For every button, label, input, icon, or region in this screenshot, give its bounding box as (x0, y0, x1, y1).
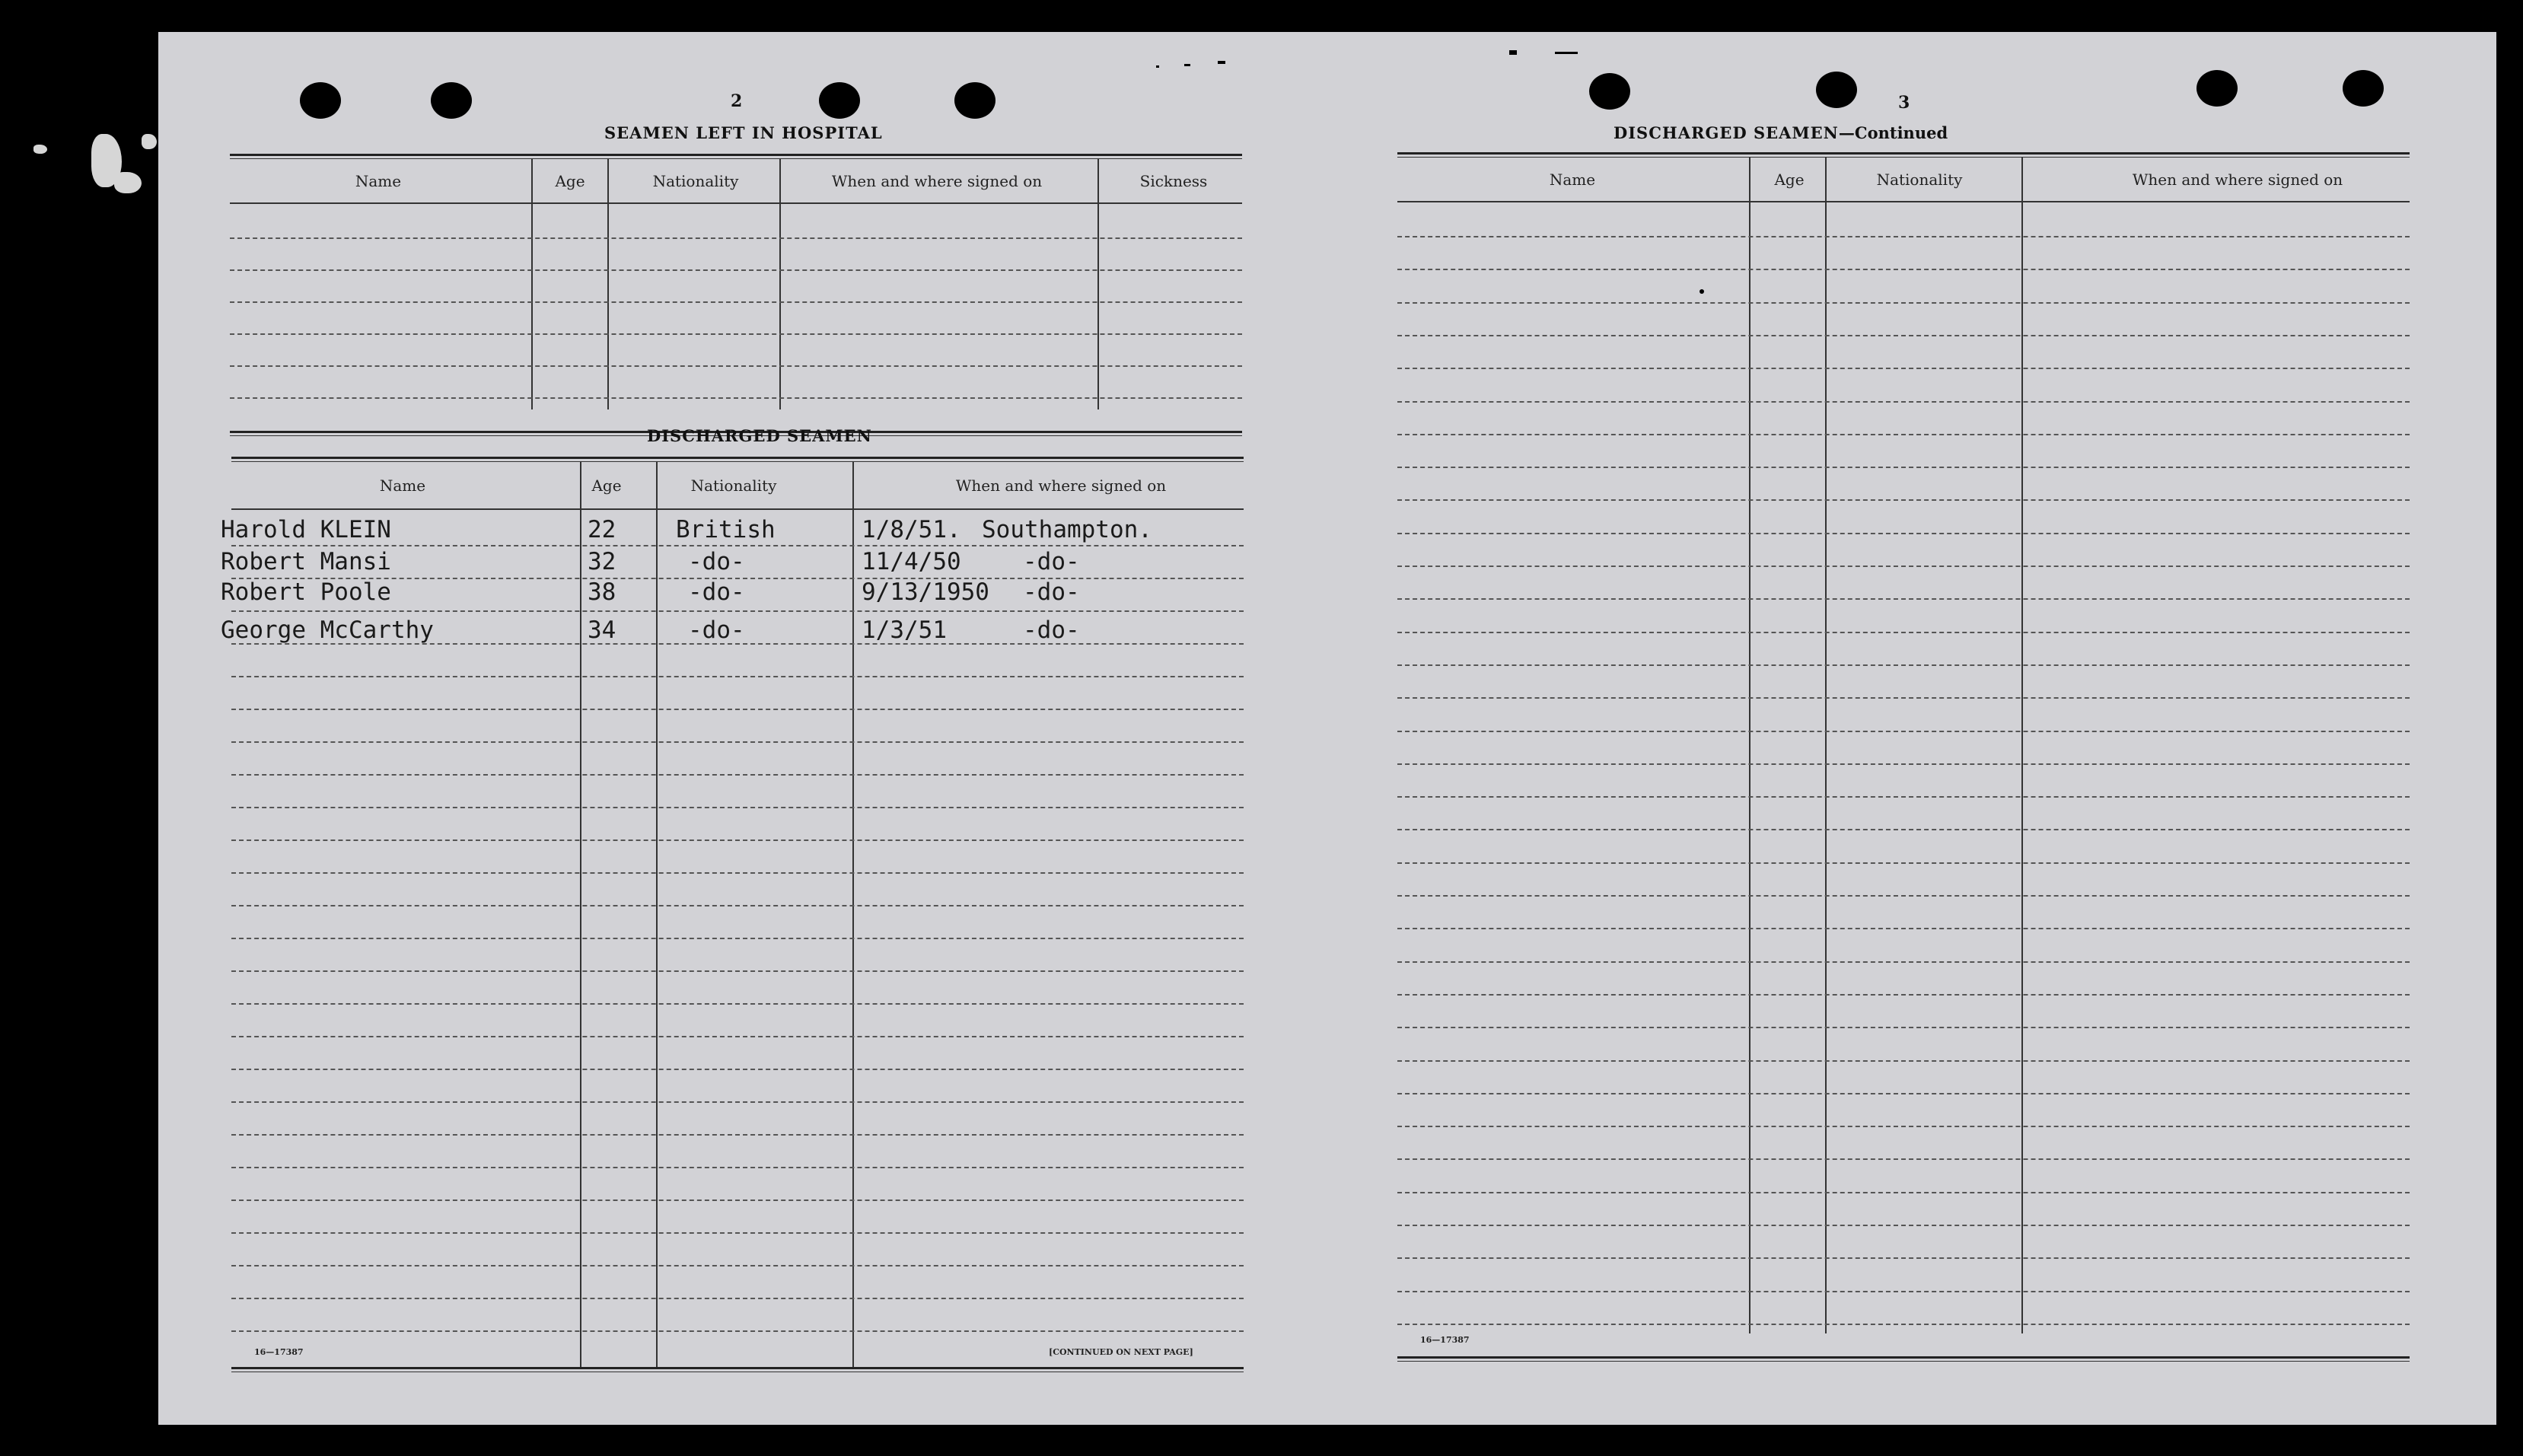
ruled-line (231, 872, 1244, 874)
seaman-name: George McCarthy (221, 616, 434, 644)
ruled-line (231, 774, 1244, 776)
ruled-line (231, 1069, 1244, 1070)
ruled-line (231, 610, 1244, 612)
ruled-line (231, 1167, 1244, 1168)
signed-on-date: 11/4/50 (862, 548, 961, 575)
header-nationality: Nationality (652, 172, 739, 190)
seaman-name: Harold KLEIN (221, 516, 391, 543)
ruled-line (1397, 1027, 2410, 1028)
ruled-line (231, 1003, 1244, 1005)
ruled-line (231, 1101, 1244, 1103)
ruled-line (1397, 1093, 2410, 1094)
signed-on-place: -do- (1023, 578, 1080, 606)
ruled-line (1397, 664, 2410, 666)
ruled-line (1397, 1060, 2410, 1062)
form-number: 16—17387 (254, 1347, 304, 1357)
punch-hole (431, 82, 472, 119)
ruled-line (1397, 928, 2410, 929)
header-name: Name (379, 476, 426, 495)
ruled-line (231, 807, 1244, 808)
seaman-age: 32 (588, 548, 616, 575)
discharged-continued-table (1397, 152, 2410, 1370)
ruled-line (1397, 1192, 2410, 1193)
seaman-name: Robert Poole (221, 578, 391, 606)
ruled-line (1397, 1257, 2410, 1259)
ruled-line (1397, 1324, 2410, 1325)
punch-hole (1816, 72, 1857, 108)
ruled-line (231, 840, 1244, 841)
document-sheet (158, 32, 2496, 1425)
ruled-line (1397, 994, 2410, 996)
ruled-line (231, 1232, 1244, 1234)
ruled-line (1397, 1291, 2410, 1292)
header-signed-on: When and where signed on (955, 476, 1167, 495)
seaman-name: Robert Mansi (221, 548, 391, 575)
ruled-line (231, 1330, 1244, 1332)
ruled-line (231, 1298, 1244, 1299)
ruled-line (231, 1200, 1244, 1201)
header-nationality: Nationality (1876, 170, 1963, 189)
ruled-line (1397, 335, 2410, 336)
ruled-line (1397, 401, 2410, 403)
title-main: DISCHARGED SEAMEN (1614, 123, 1839, 142)
ruled-line (1397, 731, 2410, 732)
header-nationality: Nationality (690, 476, 777, 495)
signed-on-place: Southampton. (982, 516, 1152, 543)
section-title-discharged-continued (1614, 123, 1948, 142)
paper-scrap (142, 134, 157, 149)
header-age: Age (555, 172, 585, 190)
ruled-line (1397, 697, 2410, 699)
seaman-age: 34 (588, 616, 616, 644)
ruled-line (1397, 862, 2410, 864)
seaman-age: 22 (588, 516, 616, 543)
ruled-line (1397, 236, 2410, 237)
paper-scrap (33, 145, 47, 154)
section-title-hospital: SEAMEN LEFT IN HOSPITAL (604, 123, 883, 142)
ruled-line (1397, 467, 2410, 468)
title-continued: —Continued (1838, 123, 1948, 142)
ink-speck (1156, 65, 1159, 68)
ruled-line (231, 741, 1244, 743)
ruled-line (1397, 796, 2410, 798)
ruled-line (1397, 829, 2410, 830)
signed-on-date: 1/8/51. (862, 516, 961, 543)
punch-hole (300, 82, 341, 119)
ruled-line (1397, 368, 2410, 369)
hospital-table (230, 154, 1242, 439)
ruled-line (231, 1036, 1244, 1037)
punch-hole (954, 82, 996, 119)
page-number: 3 (1898, 93, 1910, 113)
header-age: Age (591, 476, 622, 495)
page-number: 2 (731, 91, 743, 111)
ruled-line (1397, 1225, 2410, 1226)
ink-speck (1509, 50, 1517, 55)
ruled-line (231, 970, 1244, 972)
ruled-line (1397, 1158, 2410, 1160)
header-signed-on: When and where signed on (2132, 170, 2343, 189)
punch-hole (1589, 73, 1630, 110)
header-name: Name (1549, 170, 1596, 189)
punch-hole (819, 82, 860, 119)
ruled-line (1397, 302, 2410, 304)
paper-scrap (114, 172, 142, 193)
form-number: 16—17387 (1420, 1335, 1470, 1345)
punch-hole (2343, 70, 2384, 107)
header-sickness: Sickness (1139, 172, 1208, 190)
signed-on-date: 9/13/1950 (862, 578, 989, 606)
ruled-line (1397, 632, 2410, 633)
ruled-line (231, 709, 1244, 710)
ink-speck (1555, 52, 1578, 54)
header-name: Name (355, 172, 402, 190)
signed-on-place: -do- (1023, 548, 1080, 575)
ruled-line (1397, 566, 2410, 567)
ruled-line (231, 1134, 1244, 1136)
seaman-nationality: British (676, 516, 776, 543)
ruled-line (231, 676, 1244, 677)
punch-hole (2196, 70, 2238, 107)
ruled-line (1397, 499, 2410, 501)
ruled-line (1397, 1126, 2410, 1127)
seaman-nationality: -do- (688, 548, 745, 575)
ink-speck (1184, 64, 1190, 66)
ruled-line (1397, 895, 2410, 897)
header-age: Age (1774, 170, 1805, 189)
ruled-line (231, 1265, 1244, 1266)
continued-note: [CONTINUED ON NEXT PAGE] (1049, 1347, 1193, 1357)
seaman-nationality: -do- (688, 578, 745, 606)
ruled-line (1397, 434, 2410, 435)
ink-speck (1218, 61, 1225, 64)
signed-on-date: 1/3/51 (862, 616, 947, 644)
ruled-line (231, 905, 1244, 906)
ruled-line (1397, 533, 2410, 534)
ruled-line (1397, 269, 2410, 270)
seaman-age: 38 (588, 578, 616, 606)
section-title-discharged: DISCHARGED SEAMEN (647, 426, 872, 445)
ruled-line (1397, 763, 2410, 765)
signed-on-place: -do- (1023, 616, 1080, 644)
ruled-line (231, 938, 1244, 939)
ruled-line (1397, 598, 2410, 600)
header-signed-on: When and where signed on (831, 172, 1043, 190)
ruled-line (231, 545, 1244, 546)
seaman-nationality: -do- (688, 616, 745, 644)
ruled-line (1397, 961, 2410, 963)
